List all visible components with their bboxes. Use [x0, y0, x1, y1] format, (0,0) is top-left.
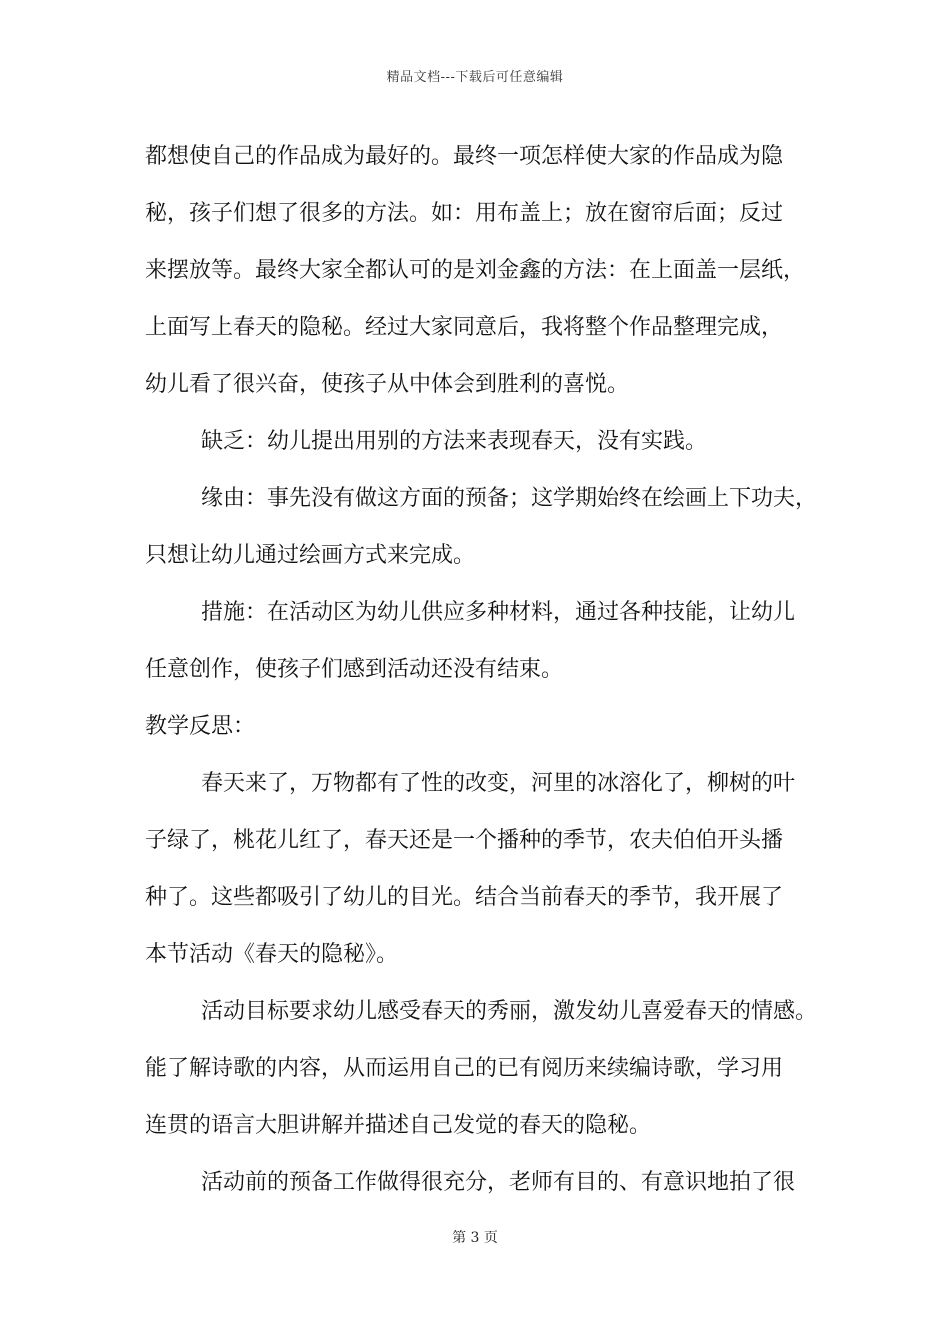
text-line: 子绿了，桃花儿红了，春天还是一个播种的季节，农夫伯伯开头播	[145, 828, 784, 853]
paragraph-start-line: 春天来了，万物都有了性的改变，河里的冰溶化了，柳树的叶	[201, 771, 796, 796]
paragraph-start-line: 活动目标要求幼儿感受春天的秀丽，激发幼儿喜爱春天的情感。	[201, 999, 818, 1024]
paragraph-start-line: 措施：在活动区为幼儿供应多种材料，通过各种技能，让幼儿	[201, 600, 796, 625]
text-line: 能了解诗歌的内容，从而运用自己的已有阅历来续编诗歌，学习用	[145, 1056, 784, 1081]
text-line: 只想让幼儿通过绘画方式来完成。	[145, 543, 476, 568]
paragraph-start-line: 缺乏：幼儿提出用别的方法来表现春天，没有实践。	[201, 429, 708, 454]
text-line: 幼儿看了很兴奋，使孩子从中体会到胜利的喜悦。	[145, 372, 630, 397]
document-body	[145, 128, 825, 1211]
text-line: 秘，孩子们想了很多的方法。如：用布盖上；放在窗帘后面；反过	[145, 201, 784, 226]
text-line: 任意创作，使孩子们感到活动还没有结束。	[145, 657, 564, 682]
text-line: 来摆放等。最终大家全都认可的是刘金鑫的方法：在上面盖一层纸，	[145, 258, 806, 283]
section-heading: 教学反思：	[145, 714, 256, 739]
text-line: 上面写上春天的隐秘。经过大家同意后，我将整个作品整理完成，	[145, 315, 784, 340]
text-line: 都想使自己的作品成为最好的。最终一项怎样使大家的作品成为隐	[145, 144, 784, 169]
page-number: 第 3 页	[452, 1230, 498, 1246]
text-line: 本节活动《春天的隐秘》。	[145, 942, 399, 967]
text-line: 连贯的语言大胆讲解并描述自己发觉的春天的隐秘。	[145, 1113, 652, 1138]
page-header: 精品文档---下载后可任意编辑	[386, 70, 564, 85]
text-line: 种了。这些都吸引了幼儿的目光。结合当前春天的季节，我开展了	[145, 885, 784, 910]
paragraph-start-line: 缘由：事先没有做这方面的预备；这学期始终在绘画上下功夫，	[201, 486, 818, 511]
paragraph-start-line: 活动前的预备工作做得很充分，老师有目的、有意识地拍了很	[201, 1170, 796, 1195]
